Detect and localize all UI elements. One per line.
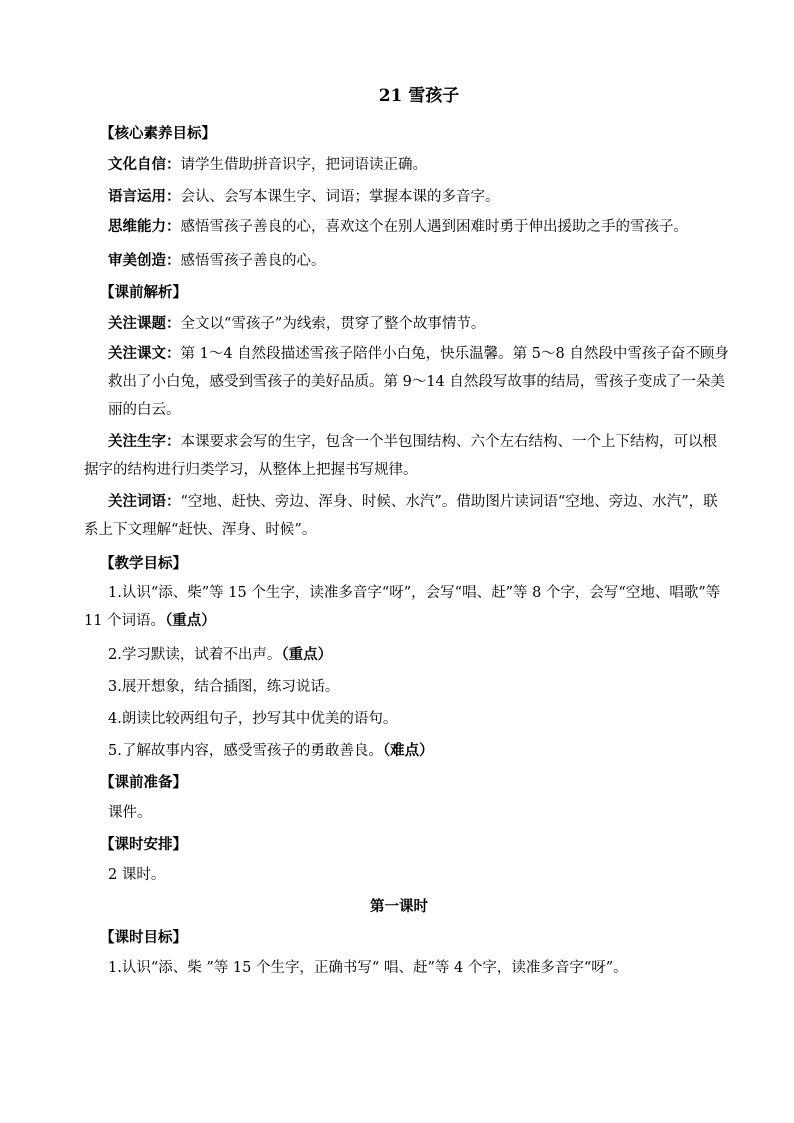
core-item-culture — [108, 149, 730, 181]
analysis-item-label: 关注词语： — [108, 493, 181, 510]
core-item-language — [108, 181, 730, 213]
goal-item — [108, 735, 730, 767]
analysis-item-label: 关注课文： — [108, 345, 181, 362]
prep-text: 课件。 — [108, 805, 152, 821]
core-item-label: 语言运用： — [108, 188, 181, 205]
section-heading-analysis: 【课前解析】 — [100, 284, 187, 301]
document-title: 21 雪孩子 — [378, 86, 460, 106]
core-item-label: 思维能力： — [108, 218, 181, 235]
goal-item — [108, 671, 730, 703]
analysis-item-text: 全文以“雪孩子”为线索，贯穿了整个故事情节。 — [180, 316, 486, 332]
core-item-text: 请学生借助拼音识字，把词语读正确。 — [180, 157, 427, 173]
goal-item-text: 4.朗读比较两组句子，抄写其中优美的语句。 — [108, 711, 398, 727]
analysis-item-characters — [84, 428, 730, 484]
core-item-text: 感悟雪孩子善良的心。 — [180, 253, 326, 269]
goal-item-tag: （重点） — [281, 646, 333, 663]
section-heading-goals: 【教学目标】 — [100, 555, 187, 572]
core-item-aesthetic — [108, 245, 730, 277]
section-heading-schedule: 【课时安排】 — [100, 836, 187, 853]
core-item-label: 审美创造： — [108, 252, 181, 269]
analysis-item-text: 本课要求会写的生字，包含一个半包围结构、六个左右结构、一个上下结构，可以根据字的结构进行归类学习，从整体上把握书写规律。 — [84, 434, 717, 478]
lesson-title: 第一课时 — [370, 898, 428, 915]
core-item-text: 感悟雪孩子善良的心，喜欢这个在别人遇到困难时勇于伸出援助之手的雪孩子。 — [180, 219, 688, 235]
goal-item-text: 2.学习默读，试着不出声。 — [108, 647, 282, 663]
goal-item-tag: （重点） — [165, 612, 216, 629]
core-item-thinking — [108, 213, 730, 241]
schedule-text: 2 课时。 — [108, 867, 166, 883]
core-item-text: 会认、会写本课生字、词语；掌握本课的多音字。 — [180, 189, 500, 205]
lesson-goal-text: 1.认识“添、柴 ”等 15 个生字，正确书写“ 唱、赶”等 4 个字，读准多音字“呀”。 — [108, 960, 628, 976]
goal-item-text: 5.了解故事内容，感受雪孩子的勇敢善良。 — [108, 743, 383, 759]
section-heading-core: 【核心素养目标】 — [100, 125, 216, 142]
goal-item — [108, 703, 730, 735]
goal-item — [108, 639, 730, 671]
analysis-item-title — [108, 308, 730, 340]
goal-item — [84, 579, 730, 635]
analysis-item-label: 关注课题： — [108, 315, 181, 332]
document-page — [84, 84, 730, 984]
analysis-item-words — [84, 488, 730, 544]
analysis-item-text-block — [108, 340, 730, 424]
analysis-item-label: 关注生字： — [108, 433, 181, 450]
section-heading-prep: 【课前准备】 — [100, 774, 187, 791]
analysis-item-text: “空地、赶快、旁边、浑身、时候、水汽”。借助图片读词语“空地、旁边、水汽”，联系上下文理解“赶快、浑身、时候”。 — [84, 494, 718, 538]
analysis-item-text: 第 1～4 自然段描述雪孩子陪伴小白兔，快乐温馨。第 5～8 自然段中雪孩子奋不顾身救出了小白兔，感受到雪孩子的美好品质。第 9～14 自然段写故事的结局，雪孩子变成了一朵美丽的白云。 — [108, 346, 729, 418]
section-heading-lesson-goals: 【课时目标】 — [100, 929, 187, 946]
goal-item-tag: （难点） — [382, 742, 434, 759]
goal-item-text: 3.展开想象，结合插图，练习说话。 — [108, 679, 340, 695]
goal-item-text: 1.认识“添、柴”等 15 个生字，读准多音字“呀”，会写“唱、赶”等 8 个字，会写“空地、唱歌”等 11 个词语。 — [84, 585, 721, 629]
core-item-label: 文化自信： — [108, 156, 181, 173]
